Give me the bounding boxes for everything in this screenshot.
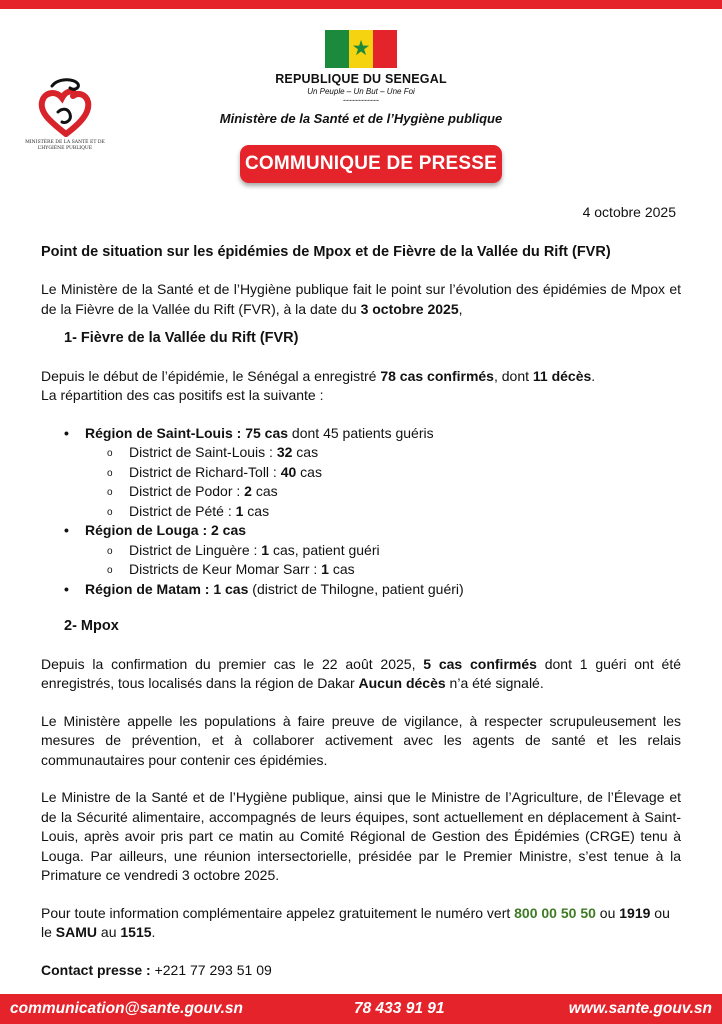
- document-title: Point de situation sur les épidémies de Mpox et de Fièvre de la Vallée du Rift (FVR): [41, 244, 611, 260]
- list-item: • Région de Louga : 2 cas o District de Linguère : 1 cas, patient guéri o Districts de Keur Momar Sarr : 1 cas: [64, 521, 681, 580]
- mpox-heading: 2- Mpox: [64, 618, 119, 634]
- document-body: [41, 243, 681, 980]
- footer-bar: [0, 994, 722, 1024]
- fvr-summary: Depuis le début de l’épidémie, le Sénégal a enregistré 78 cas confirmés, dont 11 décès.: [41, 367, 596, 384]
- footer-phone: 78 433 91 91: [354, 1000, 445, 1017]
- ministry-name: Ministère de la Santé et de l’Hygiène publique: [219, 111, 503, 126]
- separator-dashes: ------------: [343, 95, 379, 105]
- release-date: 4 octobre 2025: [582, 204, 676, 220]
- logo-caption: MINISTÈRE DE LA SANTÉ ET DE L’HYGIÈNE PUBLIQUE: [25, 140, 105, 151]
- intro-paragraph: Le Ministère de la Santé et de l’Hygiène publique fait le point sur l’évolution des épidémies de Mpox et de la Fièvre de la Vallée du Rift (FVR), à la date du 3 octobre 2025,: [41, 281, 681, 317]
- list-item: o District de Saint-Louis : 32 cas: [107, 443, 681, 463]
- mpox-paragraph: Depuis la confirmation du premier cas le 22 août 2025, 5 cas confirmés dont 1 guéri ont été enregistrés, tous localisés dans la région de Dakar Aucun décès n’a été signalé.: [41, 655, 681, 691]
- fvr-breakdown-intro: La répartition des cas positifs est la suivante :: [41, 387, 324, 403]
- top-red-bar: [0, 0, 722, 9]
- star-icon: ★: [351, 36, 371, 60]
- list-item: • Région de Matam : 1 cas (district de Thilogne, patient guéri): [64, 580, 681, 600]
- press-contact: Contact presse : +221 77 293 51 09: [41, 961, 272, 978]
- list-item: o District de Pété : 1 cas: [107, 502, 681, 522]
- list-item: o District de Podor : 2 cas: [107, 482, 681, 502]
- footer-email[interactable]: communication@sante.gouv.sn: [10, 1000, 244, 1017]
- appeal-paragraph: Le Ministère appelle les populations à faire preuve de vigilance, à respecter scrupuleusement les mesures de prévention, et à collaborer activement avec les agents de santé et les relais communautaires pour contenir ces épidémies.: [41, 712, 681, 768]
- region-list: [64, 424, 681, 600]
- toll-free-number: 800 00 50 50: [514, 904, 596, 921]
- list-item: o District de Linguère : 1 cas, patient guéri: [107, 541, 681, 561]
- senegal-flag: [325, 30, 397, 68]
- info-paragraph: Pour toute information complémentaire appelez gratuitement le numéro vert 800 00 50 50 ou 1919 ou le SAMU au 1515.: [41, 904, 670, 940]
- national-motto: Un Peuple – Un But – Une Foi: [307, 87, 415, 96]
- press-release-badge: COMMUNIQUE DE PRESSE: [240, 145, 502, 183]
- fvr-heading: 1- Fièvre de la Vallée du Rift (FVR): [64, 330, 299, 346]
- list-item: o District de Richard-Toll : 40 cas: [107, 463, 681, 483]
- ministers-paragraph: Le Ministre de la Santé et de l’Hygiène publique, ainsi que le Ministre de l’Agriculture, de l’Élevage et de la Sécurité alimentaire, accompagnés de leurs équipes, sont actuellement en déplacement à Saint-Louis, après avoir pris part ce matin au Comité Régional de Gestion des Épidémies (CRGE) tenu à Louga. Par ailleurs, une réunion intersectorielle, présidée par le Premier Ministre, s’est tenue à la Primature ce vendredi 3 octobre 2025.: [41, 789, 681, 883]
- list-item: • Région de Saint-Louis : 75 cas dont 45 patients guéris o District de Saint-Louis : 32 cas o District de Richard-Toll : 40 cas o District de Podor : 2 cas o District de Pété : 1 cas: [64, 424, 681, 522]
- footer-website[interactable]: www.sante.gouv.sn: [568, 1000, 712, 1017]
- list-item: o Districts de Keur Momar Sarr : 1 cas: [107, 560, 681, 580]
- republic-title: REPUBLIQUE DU SENEGAL: [275, 72, 447, 86]
